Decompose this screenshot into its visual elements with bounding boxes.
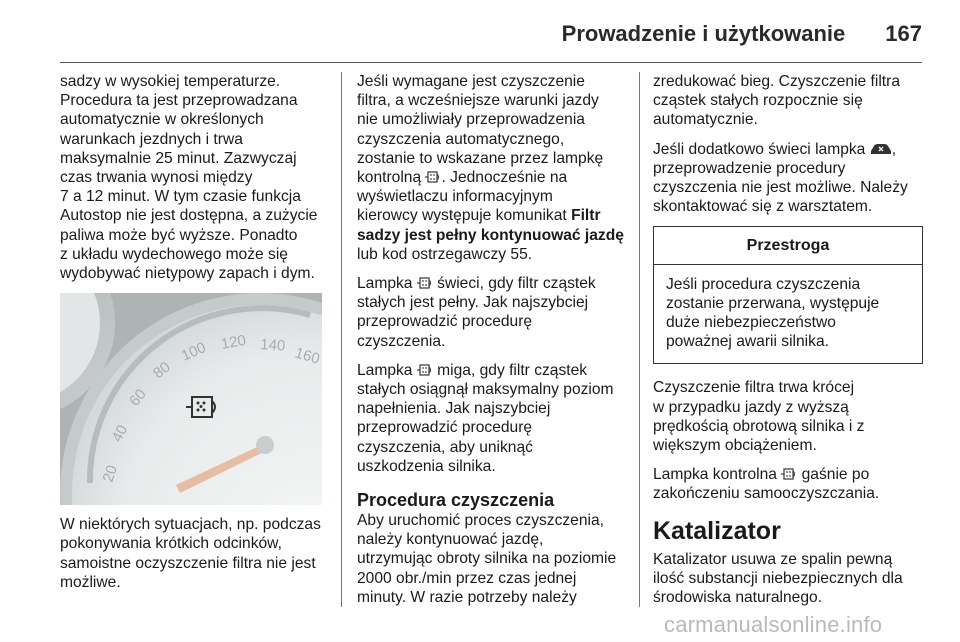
paragraph [653, 140, 923, 217]
dpf-warning-icon [781, 467, 797, 481]
dpf-warning-icon [425, 170, 441, 184]
header-divider [60, 62, 922, 63]
text-span: Jeśli wymagane jest czyszczenie filtra, a wcześniejsze warunki jazdy nie umożliwiały przeprowadzenia czyszczenia automatycznego, zostanie to wskazane przez lampkę kontrolną [357, 73, 604, 187]
column-3 [653, 72, 923, 617]
column-2 [357, 72, 627, 617]
gauge-label: 140 [259, 336, 286, 355]
text-span: , przeprowadzenie procedury czyszczenia nie jest możliwe. Należy skontaktować się z warsztatem. [653, 140, 908, 216]
paragraph: Czyszczenie filtra trwa krócej w przypadku jazdy z wyższą prędkością obrotową silnika i z większym obciążeniem. [653, 379, 865, 455]
text-span: świeci, gdy filtr cząstek stałych jest pełny. Jak najszybciej przeprowadzić procedurę czyszczenia. [357, 275, 596, 350]
column-1 [60, 72, 328, 602]
page-number: 167 [885, 21, 922, 46]
text-span: Lampka [357, 275, 417, 293]
paragraph: Aby uruchomić proces czyszczenia, należy kontynuować jazdę, utrzymując obroty silnika na poziomie 2000 obr./min przez czas jednej minuty. W razie potrzeby należy [357, 512, 617, 606]
paragraph [357, 72, 627, 264]
paragraph [357, 361, 627, 476]
text-span: Jeśli dodatkowo świeci lampka [653, 140, 870, 158]
watermark: carmanualsonline.info [664, 612, 883, 637]
caution-box [653, 226, 923, 364]
text-span: Lampka kontrolna [653, 466, 782, 484]
gauge-label: 60 [126, 386, 150, 410]
paragraph: W niektórych sytuacjach, np. podczas pokonywania krótkich odcinków, samoistne oczyszczenie filtra nie jest możliwe. [60, 516, 321, 591]
text-span: lub kod ostrzegawczy 55. [357, 245, 533, 263]
paragraph: zredukować bieg. Czyszczenie filtra cząstek stałych rozpocznie się automatycznie. [653, 73, 901, 129]
column-divider-2 [639, 72, 640, 607]
text-span: gaśnie po zakończeniu samooczyszczania. [653, 466, 880, 503]
driver-info-message: Filtr sadzy jest pełny kontynuować jazdę [357, 207, 624, 244]
text-span: . Jednocześnie na wyświetlaczu informacyjnym kierowcy występuje komunikat [357, 169, 568, 225]
gauge-label: 40 [108, 422, 132, 446]
column-divider-1 [341, 72, 342, 607]
page-header [562, 14, 922, 54]
page-title: Prowadzenie i użytkowanie [561, 21, 846, 46]
gauge-label: 160 [292, 344, 322, 368]
section-heading: Procedura czyszczenia [357, 490, 555, 511]
gauge-label: 80 [149, 358, 174, 383]
instrument-cluster-figure [60, 293, 322, 505]
paragraph [653, 465, 923, 503]
text-span: miga, gdy filtr cząstek stałych osiągnął maksymalny poziom napełnienia. Jak najszybciej przeprowadzić procedurę czyszczenia, aby uniknąć uszkodzenia silnika. [357, 361, 614, 475]
section-heading: Katalizator [653, 516, 781, 545]
caution-title: Przestroga [654, 227, 922, 264]
paragraph [357, 274, 627, 351]
paragraph: Katalizator usuwa ze spalin pewną ilość substancji niebezpiecznych dla środowiska naturalnego. [653, 550, 903, 607]
gauge-label: 100 [178, 339, 209, 365]
car-service-icon [870, 142, 892, 156]
gauge-label: 120 [219, 332, 248, 354]
gauge-label: 20 [99, 463, 121, 485]
paragraph: sadzy w wysokiej temperaturze. Procedura ta jest przeprowadzana automatycznie w określonych warunkach jezdnych i trwa maksymalnie 25 minut. Zazwyczaj czas trwania wynosi między 7 a 12 minut. W tym czasie funkcja Autostop nie jest dostępna, a zużycie paliwa może być wyższe. Ponadto z układu wydechowego może się wydobywać nietypowy zapach i dym. [60, 73, 318, 283]
caution-body: Jeśli procedura czyszczenia zostanie przerwana, występuje duże niebezpieczeństwo poważnej awarii silnika. [666, 275, 880, 351]
dpf-warning-icon [417, 363, 433, 377]
gauge-illustration [60, 293, 322, 505]
dpf-warning-icon [417, 276, 433, 290]
text-span: Lampka [357, 361, 417, 379]
